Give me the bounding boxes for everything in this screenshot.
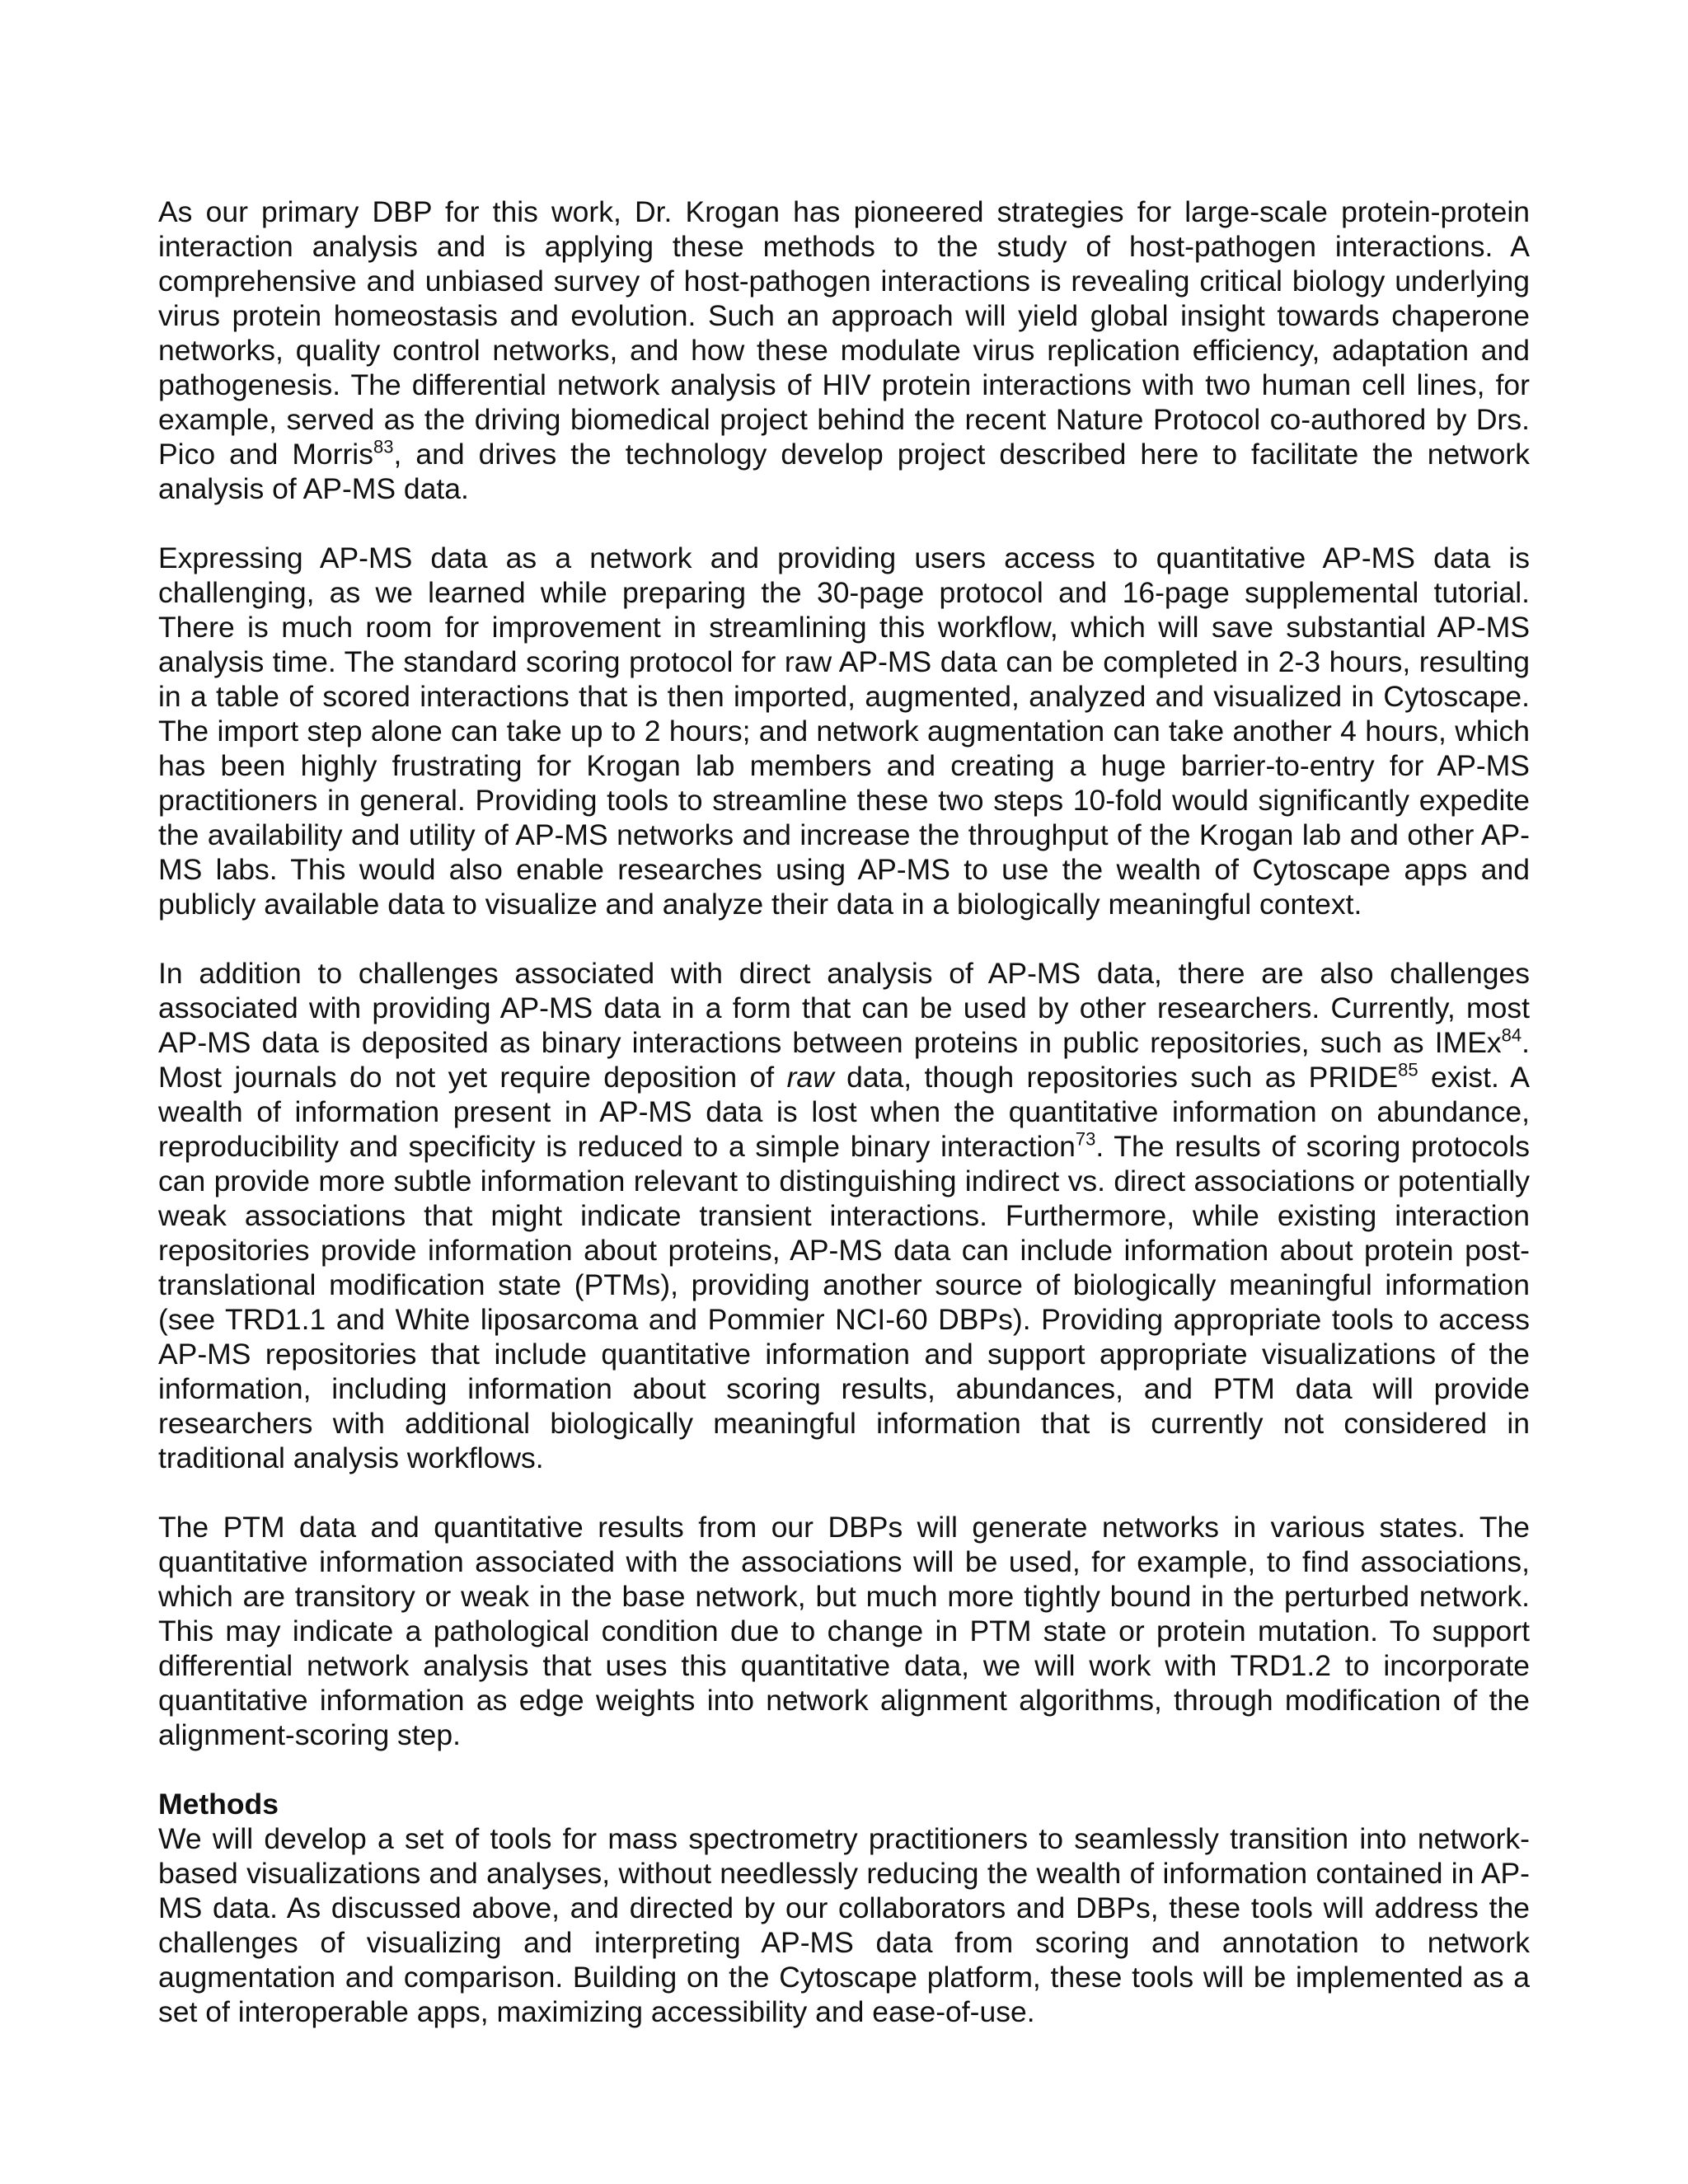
paragraph-4 [158, 1510, 1530, 1752]
citation-superscript: 84 [1501, 1024, 1522, 1046]
paragraph-text: The PTM data and quantitative results from our DBPs will generate networks in various states. The quantitative information associated with the associations will be used, for example, to find associations, which are transitory or weak in the base network, but much more tightly bound in the perturbed network. This may indicate a pathological condition due to change in PTM state or protein mutation. To support differential network analysis that uses this quantitative data, we will work with TRD1.2 to incorporate quantitative information as edge weights into network alignment algorithms, through modification of the alignment-scoring step. [158, 1511, 1530, 1751]
paragraph-text: data, though repositories such as PRIDE [833, 1061, 1399, 1094]
citation-superscript: 83 [373, 436, 394, 457]
citation-superscript: 85 [1398, 1059, 1418, 1080]
paragraph-1 [158, 194, 1530, 506]
paragraph-text: . Most journals do not yet require deposition of [158, 1026, 1530, 1094]
paragraph-text: exist. A wealth of information present in AP-MS data is lost when the quantitative information on abundance, reproducibility and specificity is reduced to a simple binary interaction [158, 1061, 1530, 1163]
methods-paragraph: We will develop a set of tools for mass spectrometry practitioners to seamlessly transition into network-based visualizations and analyses, without needlessly reducing the wealth of information contained in AP-MS data. As discussed above, and directed by our collaborators and DBPs, these tools will address the challenges of visualizing and interpreting AP-MS data from scoring and annotation to network augmentation and comparison. Building on the Cytoscape platform, these tools will be implemented as a set of interoperable apps, maximizing accessibility and ease-of-use. [158, 1822, 1530, 2028]
paragraph-2 [158, 541, 1530, 921]
paragraph-3 [158, 956, 1530, 1475]
italic-term: raw [786, 1061, 834, 1094]
paragraph-text: . The results of scoring protocols can provide more subtle information relevant to distinguishing indirect vs. direct associations or potentially weak associations that might indicate transient interactions. Furthermore, while existing interaction repositories provide information about proteins, AP-MS data can include information about protein post-translational modification state (PTMs), providing another source of biologically meaningful information (see TRD1.1 and White liposarcoma and Pommier NCI-60 DBPs). Providing appropriate tools to access AP-MS repositories that include quantitative information and support appropriate visualizations of the information, including information about scoring results, abundances, and PTM data will provide researchers with additional biologically meaningful information that is currently not considered in traditional analysis workflows. [158, 1130, 1530, 1474]
paragraph-text: In addition to challenges associated with direct analysis of AP-MS data, there are also challenges associated with providing AP-MS data in a form that can be used by other researchers. Currently, most AP-MS data is deposited as binary interactions between proteins in public repositories, such as IMEx [158, 957, 1530, 1059]
text-column [158, 194, 1530, 2051]
citation-superscript: 73 [1075, 1128, 1096, 1150]
body-paragraphs [158, 194, 1530, 1752]
paragraph-text: As our primary DBP for this work, Dr. Krogan has pioneered strategies for large-scale protein-protein interaction analysis and is applying these methods to the study of host-pathogen interactions. A comprehensive and unbiased survey of host-pathogen interactions is revealing critical biology underlying virus protein homeostasis and evolution. Such an approach will yield global insight towards chaperone networks, quality control networks, and how these modulate virus replication efficiency, adaptation and pathogenesis. The differential network analysis of HIV protein interactions with two human cell lines, for example, served as the driving biomedical project behind the recent Nature Protocol co-authored by Drs. Pico and Morris [158, 195, 1530, 471]
methods-heading: Methods [158, 1788, 279, 1821]
paragraph-text: , and drives the technology develop project described here to facilitate the network analysis of AP-MS data. [158, 438, 1530, 505]
paragraph-text: Expressing AP-MS data as a network and providing users access to quantitative AP-MS data is challenging, as we learned while preparing the 30-page protocol and 16-page supplemental tutorial. There is much room for improvement in streamlining this workflow, which will save substantial AP-MS analysis time. The standard scoring protocol for raw AP-MS data can be completed in 2-3 hours, resulting in a table of scored interactions that is then imported, augmented, analyzed and visualized in Cytoscape. The import step alone can take up to 2 hours; and network augmentation can take another 4 hours, which has been highly frustrating for Krogan lab members and creating a huge barrier-to-entry for AP-MS practitioners in general. Providing tools to streamline these two steps 10-fold would significantly expedite the availability and utility of AP-MS networks and increase the throughput of the Krogan lab and other AP-MS labs. This would also enable researches using AP-MS to use the wealth of Cytoscape apps and publicly available data to visualize and analyze their data in a biologically meaningful context. [158, 541, 1530, 921]
